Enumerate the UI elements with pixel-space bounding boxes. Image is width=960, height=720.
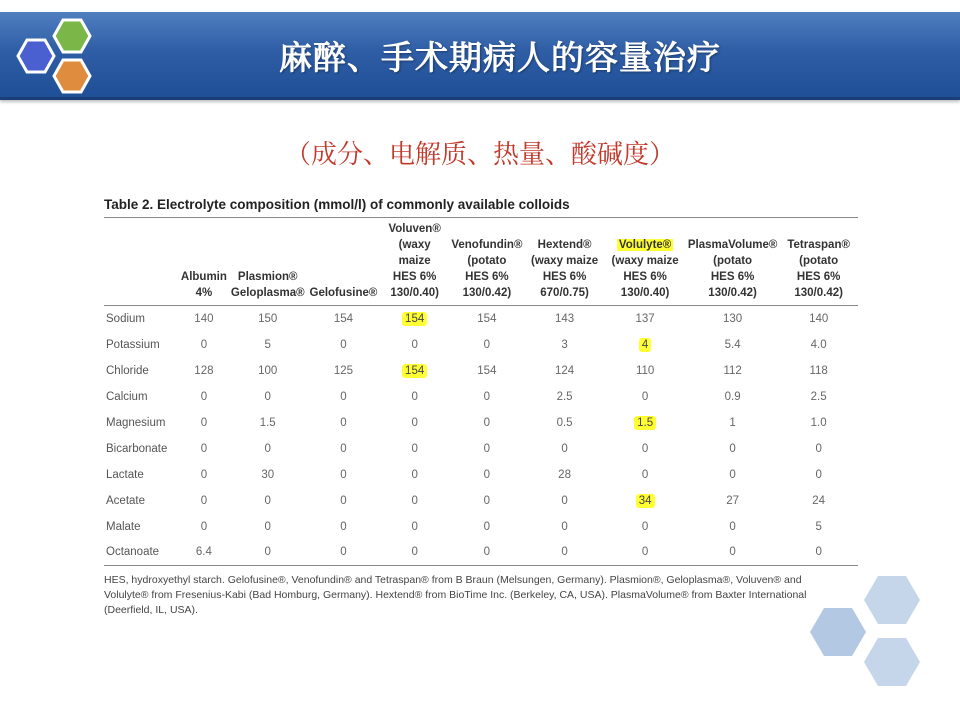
row-label: Chloride (106, 364, 149, 377)
table-cell (525, 514, 605, 540)
table-cell (686, 332, 779, 358)
cell-value: 0 (264, 546, 271, 559)
cell-value: 0 (200, 494, 208, 507)
column-header-detail: HES 6% (710, 271, 755, 283)
table-cell (449, 514, 525, 540)
column-header-detail: 4% (195, 287, 213, 299)
cell-value: 0 (340, 468, 347, 481)
table-cell (686, 462, 779, 488)
table-cell (380, 332, 449, 358)
cell-value: 130 (723, 312, 743, 325)
cell-value: 0.5 (556, 416, 573, 429)
cell-value: 0 (641, 546, 649, 559)
table-cell (229, 358, 307, 384)
cell-value: 118 (809, 364, 828, 377)
cell-value: 0 (340, 442, 347, 455)
cell-value: 0 (641, 442, 649, 455)
column-header-name: Hextend® (537, 239, 592, 251)
column-header (380, 218, 449, 306)
table-row (104, 540, 858, 566)
column-header-detail: (potato (799, 255, 839, 267)
cell-value: 124 (554, 364, 575, 377)
table-cell (604, 488, 686, 514)
cell-value: 0 (483, 468, 491, 481)
cell-value: 0 (483, 416, 491, 429)
cell-value: 0 (411, 546, 418, 559)
cell-value: 2.5 (556, 390, 573, 403)
row-label: Calcium (106, 390, 148, 403)
cell-value: 24 (812, 494, 826, 507)
table-cell (380, 436, 449, 462)
table-cell (449, 488, 525, 514)
cell-value: 0 (729, 468, 736, 481)
table-cell (686, 436, 779, 462)
table-cell (686, 540, 779, 566)
column-header-name: PlasmaVolume® (687, 239, 778, 251)
cell-value: 137 (635, 312, 655, 325)
table-cell (604, 436, 686, 462)
cell-value: 0 (483, 390, 491, 403)
cell-value: 0 (200, 442, 208, 455)
table-row (104, 514, 858, 540)
column-header (686, 218, 779, 306)
cell-value: 0 (641, 390, 649, 403)
table-cell (179, 488, 229, 514)
cell-value: 0 (411, 338, 418, 351)
table-cell (525, 358, 605, 384)
column-header-detail: 130/0.42) (794, 287, 843, 299)
table-cell (604, 358, 686, 384)
table-row (104, 358, 858, 384)
table-row (104, 436, 858, 462)
table-cell (380, 306, 449, 332)
row-label: Magnesium (106, 416, 166, 429)
cell-value: 28 (558, 468, 571, 481)
cell-value: 0 (561, 546, 568, 559)
deco-hex-bottom (864, 638, 920, 686)
cell-value: 0 (483, 442, 491, 455)
cell-value: 0 (340, 338, 347, 351)
table-cell (229, 488, 307, 514)
column-header-detail: Geloplasma® (230, 287, 305, 299)
table-cell (779, 462, 858, 488)
column-header-detail: (waxy maize (611, 255, 679, 267)
cell-value: 4.0 (810, 338, 827, 351)
column-header-detail: (potato (467, 255, 507, 267)
table-cell (449, 462, 525, 488)
table-cell (525, 306, 605, 332)
column-header-name: Gelofusine® (309, 287, 378, 299)
column-header-detail: (waxy maize (531, 255, 599, 267)
row-label: Sodium (106, 312, 145, 325)
subtitle: （成分、电解质、热量、酸碱度） (284, 140, 675, 170)
cell-value: 154 (333, 312, 354, 325)
table-cell (307, 514, 381, 540)
cell-value: 0 (815, 468, 822, 481)
cell-value: 5 (264, 338, 271, 351)
cell-value: 6.4 (195, 546, 212, 559)
deco-hex-top (864, 576, 920, 624)
table-cell (449, 306, 525, 332)
row-label: Acetate (106, 494, 145, 507)
table-cell (525, 540, 605, 566)
table-cell (179, 384, 229, 410)
table-cell (686, 488, 779, 514)
cell-value: 0 (561, 494, 568, 507)
table-cell (604, 540, 686, 566)
cell-value: 0 (641, 520, 649, 533)
row-header-blank (104, 218, 179, 306)
cell-value: 0 (815, 546, 822, 559)
table-row (104, 462, 858, 488)
cell-value: 110 (635, 364, 655, 377)
table-cell (779, 384, 858, 410)
row-label: Bicarbonate (106, 442, 168, 455)
column-header-detail: 130/0.40) (390, 287, 439, 299)
logo-hex-orange (54, 60, 90, 92)
cell-value: 1.0 (810, 416, 827, 429)
cell-value: 0 (264, 494, 271, 507)
table-row (104, 384, 858, 410)
cell-value: 0 (483, 546, 491, 559)
column-header (604, 218, 686, 306)
column-header (307, 218, 381, 306)
table-cell (604, 462, 686, 488)
table-cell (229, 436, 307, 462)
cell-value: 112 (723, 364, 742, 377)
row-label: Malate (106, 520, 141, 533)
cell-value: 27 (726, 494, 739, 507)
cell-value: 100 (258, 364, 278, 377)
cell-value: 150 (258, 312, 278, 325)
table-cell (307, 488, 381, 514)
table-cell (307, 384, 381, 410)
table-cell (179, 462, 229, 488)
table-cell (449, 540, 525, 566)
table-header-row (104, 218, 858, 306)
hexagon-logo-icon (10, 14, 106, 98)
table-cell (307, 540, 381, 566)
column-header-detail: HES 6% (392, 271, 437, 283)
cell-value: 0 (483, 338, 491, 351)
table-body (104, 306, 858, 566)
table-row (104, 410, 858, 436)
table-cell (307, 462, 381, 488)
column-header-name: Plasmion® (237, 271, 298, 283)
table-cell (779, 332, 858, 358)
cell-value: 0 (411, 442, 418, 455)
table-cell (229, 410, 307, 436)
table-cell (525, 436, 605, 462)
table-cell (449, 384, 525, 410)
cell-value: 0 (264, 442, 271, 455)
table-cell (779, 540, 858, 566)
cell-value: 0 (264, 520, 271, 533)
table-cell (686, 358, 779, 384)
table-cell (380, 358, 449, 384)
table-cell (779, 514, 858, 540)
cell-value: 5 (815, 520, 822, 533)
table-cell (380, 410, 449, 436)
row-label: Octanoate (106, 546, 160, 559)
table-row (104, 306, 858, 332)
cell-value: 0 (729, 546, 736, 559)
table-row (104, 488, 858, 514)
table-cell (604, 306, 686, 332)
cell-value: 0 (411, 494, 418, 507)
cell-value: 3 (561, 338, 568, 351)
cell-value: 154 (477, 312, 497, 325)
table-cell (229, 332, 307, 358)
column-header (779, 218, 858, 306)
page-title: 麻醉、手术期病人的容量治疗 (279, 38, 721, 77)
cell-value: 0 (200, 416, 208, 429)
cell-value: 4 (639, 338, 651, 352)
decorative-hexagons-icon (806, 570, 932, 692)
table-cell (779, 488, 858, 514)
table-cell (604, 332, 686, 358)
table-cell (525, 462, 605, 488)
table-cell (525, 384, 605, 410)
cell-value: 5.4 (724, 338, 741, 351)
table-cell (525, 488, 605, 514)
cell-value: 0 (200, 390, 208, 403)
logo-hex-green (54, 20, 90, 52)
cell-value: 0.9 (724, 390, 741, 403)
table-cell (449, 436, 525, 462)
table-cell (604, 384, 686, 410)
table-footnote: HES, hydroxyethyl starch. Gelofusine®, Venofundin® and Tetraspan® from B Braun (Melsungen, Germany). Plasmion®, Geloplasma®, Voluven® and Volulyte® from Fresenius-Kabi (Bad Homburg, Germany). Hextend® from BioTime Inc. (Berkeley, CA, USA). PlasmaVolume® from Baxter International (Deerfield, IL, USA). (104, 574, 807, 616)
column-header-detail: 130/0.42) (462, 287, 512, 299)
column-header-detail: HES 6% (465, 271, 509, 283)
table-cell (686, 410, 779, 436)
table-cell (380, 384, 449, 410)
cell-value: 0 (340, 390, 347, 403)
cell-value: 0 (411, 416, 418, 429)
cell-value: 0 (340, 416, 347, 429)
table-cell (449, 358, 525, 384)
logo-hex-blue (18, 40, 54, 72)
column-header-detail: (potato (713, 255, 753, 267)
column-header-detail: HES 6% (542, 271, 587, 283)
table-cell (779, 410, 858, 436)
cell-value: 154 (477, 364, 497, 377)
table-cell (179, 514, 229, 540)
column-header-name: Albumin (180, 271, 227, 283)
table-cell (525, 410, 605, 436)
cell-value: 0 (200, 468, 208, 481)
cell-value: 143 (554, 312, 575, 325)
table-cell (179, 410, 229, 436)
column-header-detail: (waxy maize (398, 239, 431, 267)
table-cell (779, 436, 858, 462)
cell-value: 1.5 (259, 416, 276, 429)
cell-value: 0 (411, 390, 418, 403)
table-cell (449, 332, 525, 358)
column-header-name: Voluven® (388, 223, 441, 235)
table-cell (179, 436, 229, 462)
table-cell (179, 358, 229, 384)
column-header-detail: 670/0.75) (540, 287, 589, 299)
cell-value: 0 (200, 338, 208, 351)
column-header-name: Volulyte® (618, 239, 672, 251)
cell-value: 0 (729, 442, 736, 455)
table-caption: Table 2. Electrolyte composition (mmol/l) of commonly available colloids (104, 197, 570, 212)
cell-value: 154 (402, 364, 427, 378)
cell-value: 140 (809, 312, 829, 325)
cell-value: 1.5 (634, 416, 656, 430)
deco-hex-left (810, 608, 866, 656)
table-cell (229, 462, 307, 488)
cell-value: 30 (261, 468, 275, 481)
table-cell (307, 306, 381, 332)
column-header-name: Venofundin® (451, 239, 523, 251)
column-header (525, 218, 605, 306)
table-cell (604, 514, 686, 540)
table-cell (686, 384, 779, 410)
column-header (229, 218, 307, 306)
cell-value: 0 (340, 520, 347, 533)
cell-value: 0 (561, 442, 568, 455)
cell-value: 0 (200, 520, 208, 533)
column-header-detail: HES 6% (796, 271, 841, 283)
cell-value: 0 (411, 468, 418, 481)
cell-value: 0 (815, 442, 822, 455)
electrolyte-table-section (104, 197, 858, 618)
cell-value: 0 (641, 468, 649, 481)
table-row (104, 332, 858, 358)
table-cell (307, 436, 381, 462)
cell-value: 34 (636, 494, 655, 508)
cell-value: 1 (729, 416, 736, 429)
table-cell (380, 540, 449, 566)
row-label: Potassium (106, 338, 160, 351)
column-header-detail: 130/0.42) (708, 287, 757, 299)
column-header-detail: 130/0.40) (620, 287, 670, 299)
row-label: Lactate (106, 468, 144, 481)
table-cell (229, 384, 307, 410)
cell-value: 0 (264, 390, 271, 403)
table-cell (307, 358, 381, 384)
table-cell (307, 332, 381, 358)
table-cell (604, 410, 686, 436)
table-cell (686, 306, 779, 332)
table-cell (779, 306, 858, 332)
cell-value: 2.5 (810, 390, 827, 403)
table-cell (179, 332, 229, 358)
table-cell (307, 410, 381, 436)
table-cell (449, 410, 525, 436)
table-cell (779, 358, 858, 384)
cell-value: 154 (402, 312, 427, 326)
cell-value: 140 (194, 312, 214, 325)
cell-value: 0 (483, 494, 491, 507)
table-cell (525, 332, 605, 358)
table-cell (229, 540, 307, 566)
table-cell (380, 462, 449, 488)
column-header-name: Tetraspan® (787, 239, 850, 251)
cell-value: 0 (729, 520, 736, 533)
table-cell (380, 488, 449, 514)
table-cell (686, 514, 779, 540)
table-cell (380, 514, 449, 540)
column-header (179, 218, 229, 306)
cell-value: 0 (340, 546, 347, 559)
cell-value: 0 (340, 494, 347, 507)
column-header-detail: HES 6% (623, 271, 667, 283)
cell-value: 128 (194, 364, 214, 377)
electrolyte-table (104, 217, 858, 566)
table-cell (179, 540, 229, 566)
cell-value: 0 (561, 520, 568, 533)
column-header (449, 218, 525, 306)
cell-value: 0 (483, 520, 491, 533)
cell-value: 125 (333, 364, 354, 377)
cell-value: 0 (411, 520, 418, 533)
table-cell (229, 306, 307, 332)
table-cell (229, 514, 307, 540)
table-cell (179, 306, 229, 332)
